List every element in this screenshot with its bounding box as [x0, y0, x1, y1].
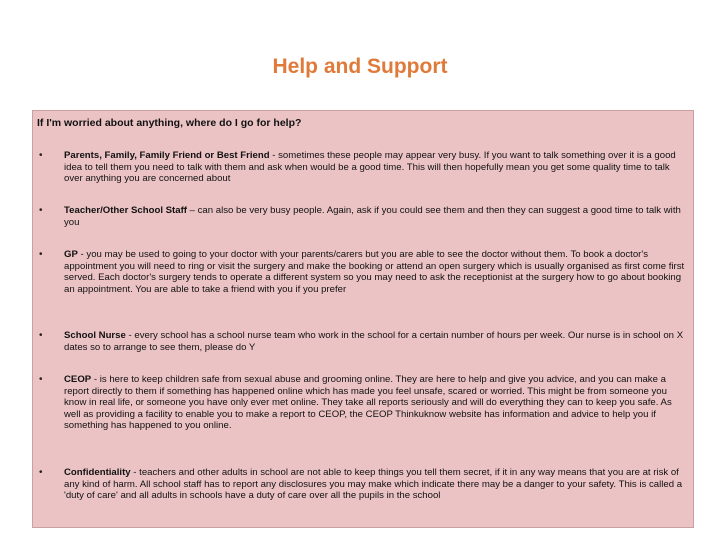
question-heading: If I'm worried about anything, where do I go for help?: [37, 117, 302, 129]
item-heading: Parents, Family, Family Friend or Best Friend: [64, 150, 270, 161]
item-heading: CEOP: [64, 374, 92, 385]
item-body: - you may be used to going to your doctor with your parents/carers but you are able to see the doctor without them. To book a doctor's appointment you will need to ring or visit the surgery and make the booking or attend an open surgery which is usually organised as first come first served. Each doctor's surgery tends to operate a different system so you may need to ask the receptionist at the surgery how to go about booking an appointment. You are able to take a friend with you if you prefer: [64, 249, 685, 295]
support-panel: [32, 110, 694, 528]
item-text: [64, 249, 690, 295]
item-body: - is here to keep children safe from sexual abuse and grooming online. They are here to help and give you advice, and you can make a report directly to them if something has happened online which has made you feel unsafe, scared or worried. This might be from someone you know in real life, or someone you have only ever met online. They take all reports seriously and will do everything they can to keep you safe. As well as providing a facility to enable you to make a report to CEOP, the CEOP Thinkuknow website has information and advice to help you if something has happened to you online.: [64, 374, 672, 432]
bullet-icon: •: [39, 205, 43, 216]
item-heading: School Nurse: [64, 330, 126, 341]
bullet-icon: •: [39, 150, 43, 161]
item-body: - every school has a school nurse team who work in the school for a certain number of hours per week. Our nurse is in school on X dates so to arrange to see them, please do Y: [64, 330, 684, 353]
item-body: - sometimes these people may appear very busy. If you want to talk something over it is a good idea to tell them you need to talk with them and ask when would be a good time. This will then hopefully mean you get some quality time to talk over anything you are concerned about: [64, 150, 676, 185]
item-text: [64, 150, 690, 185]
bullet-icon: •: [39, 249, 43, 260]
item-heading: GP: [64, 249, 78, 260]
page-title: Help and Support: [272, 55, 448, 78]
item-body: – can also be very busy people. Again, ask if you could see them and then they can suggest a good time to talk with you: [64, 205, 681, 228]
bullet-icon: •: [39, 467, 43, 478]
item-text: [64, 467, 690, 502]
item-body: - teachers and other adults in school are not able to keep things you tell them secret, if it in any way means that you are at risk of any kind of harm. All school staff has to report any disclosures you may make which indicate there may be a danger to your safety. This is called a 'duty of care' and all adults in schools have a duty of care over all the pupils in the school: [64, 467, 683, 502]
bullet-icon: •: [39, 374, 43, 385]
item-text: [64, 374, 690, 432]
item-text: [64, 330, 690, 353]
item-heading: Teacher/Other School Staff: [64, 205, 187, 216]
bullet-icon: •: [39, 330, 43, 341]
item-heading: Confidentiality: [64, 467, 131, 478]
item-text: [64, 205, 690, 228]
